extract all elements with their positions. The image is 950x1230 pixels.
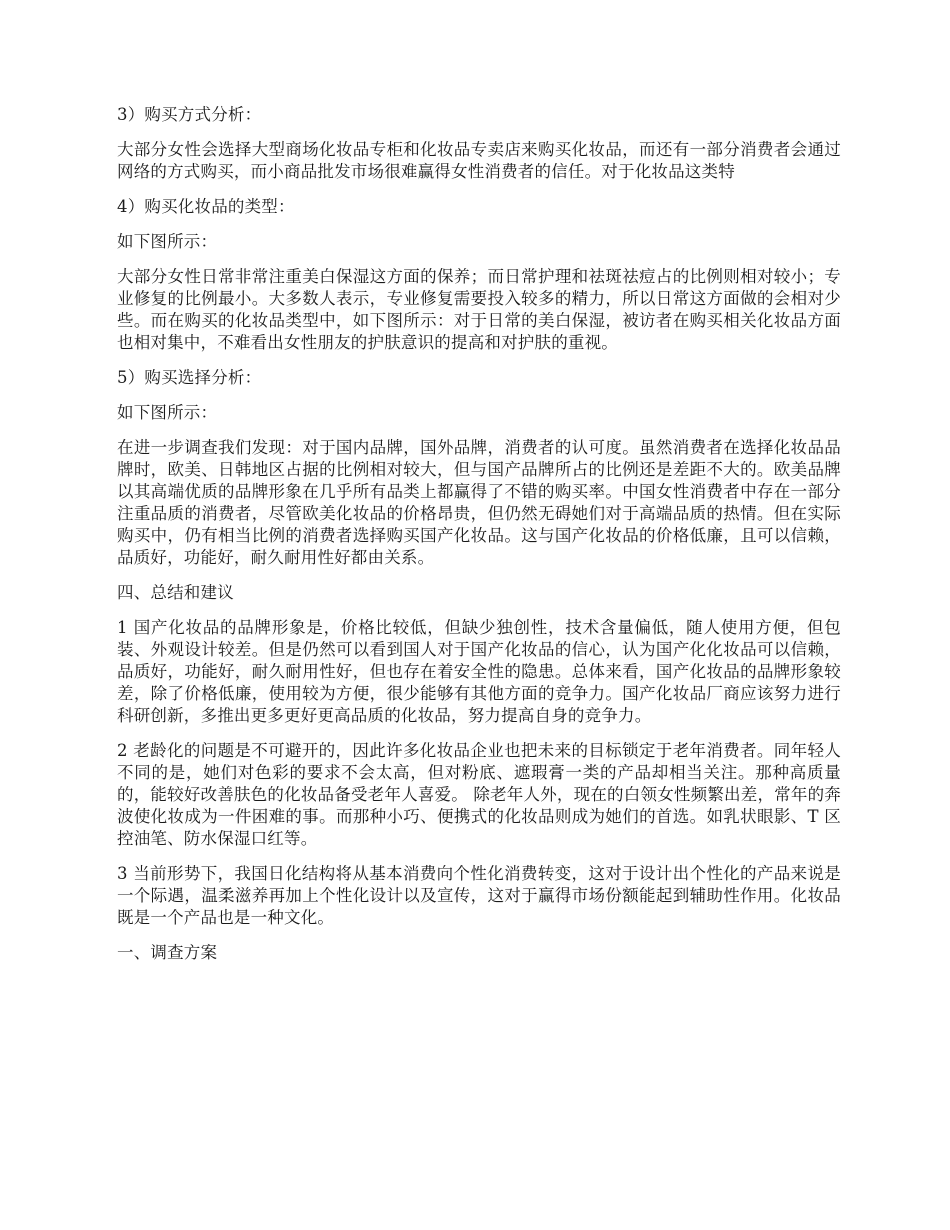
paragraph-cosmetic-types: 大部分女性日常非常注重美白保湿这方面的保养；而日常护理和祛斑祛痘占的比例则相对较小；专业修复的比例最小。大多数人表示，专业修复需要投入较多的精力，所以日常这方面做的会相对少些。而在购买的化妆品类型中，如下图所示：对于日常的美白保湿，被访者在购买相关化妆品方面也相对集中，不难看出女性朋友的护肤意识的提高和对护肤的重视。 bbox=[117, 267, 841, 352]
paragraph-suggestion-2: 2 老龄化的问题是不可避开的，因此许多化妆品企业也把未来的目标锁定于老年消费者。同年轻人不同的是，她们对色彩的要求不会太高，但对粉底、遮瑕膏一类的产品却相当关注。那种高质量的，能较好改善肤色的化妆品备受老年人喜爱。 除老年人外，现在的白领女性频繁出差，常年的奔波使化妆成为一件困难的事。而那种小巧、便携式的化妆品则成为她们的首选。如乳状眼影、T 区控油笔、防水保湿口红等。 bbox=[117, 741, 841, 848]
figure-reference-text: 如下图所示： bbox=[117, 232, 218, 251]
section-heading-survey-plan: 一、调查方案 bbox=[117, 943, 218, 962]
figure-reference-text: 如下图所示： bbox=[117, 403, 218, 422]
section-heading-purchase-method: 3）购买方式分析： bbox=[117, 105, 262, 124]
section-heading-cosmetic-types: 4）购买化妆品的类型： bbox=[117, 197, 295, 216]
paragraph-purchase-choice: 在进一步调查我们发现：对于国内品牌，国外品牌，消费者的认可度。虽然消费者在选择化妆品品牌时，欧美、日韩地区占据的比例相对较大，但与国产品牌所占的比例还是差距不大的。欧美品牌以其高端优质的品牌形象在几乎所有品类上都赢得了不错的购买率。中国女性消费者中存在一部分注重品质的消费者，尽管欧美化妆品的价格昂贵，但仍然无碍她们对于高端品质的热情。但在实际购买中，仍有相当比例的消费者选择购买国产化妆品。这与国产化妆品的价格低廉，且可以信赖，品质好，功能好，耐久耐用性好都由关系。 bbox=[117, 438, 841, 567]
section-heading-purchase-choice: 5）购买选择分析： bbox=[117, 368, 262, 387]
paragraph-suggestion-1: 1 国产化妆品的品牌形象是，价格比较低，但缺少独创性，技术含量偏低，随人使用方便，但包装、外观设计较差。但是仍然可以看到国人对于国产化妆品的信心，认为国产化化妆品可以信赖，品质好，功能好，耐久耐用性好，但也存在着安全性的隐患。总体来看，国产化妆品的品牌形象较差，除了价格低廉，使用较为方便，很少能够有其他方面的竞争力。国产化妆品厂商应该努力进行科研创新，多推出更多更好更高品质的化妆品，努力提高自身的竞争力。 bbox=[117, 618, 841, 725]
document-body bbox=[117, 104, 841, 977]
paragraph-suggestion-3: 3 当前形势下，我国日化结构将从基本消费向个性化消费转变，这对于设计出个性化的产品来说是一个际遇，温柔滋养再加上个性化设计以及宣传，这对于赢得市场份额能起到辅助性作用。化妆品既是一个产品也是一种文化。 bbox=[117, 864, 841, 927]
section-heading-summary: 四、总结和建议 bbox=[117, 583, 234, 602]
paragraph-purchase-method: 大部分女性会选择大型商场化妆品专柜和化妆品专卖店来购买化妆品，而还有一部分消费者会通过网络的方式购买，而小商品批发市场很难赢得女性消费者的信任。对于化妆品这类特 bbox=[117, 140, 841, 181]
